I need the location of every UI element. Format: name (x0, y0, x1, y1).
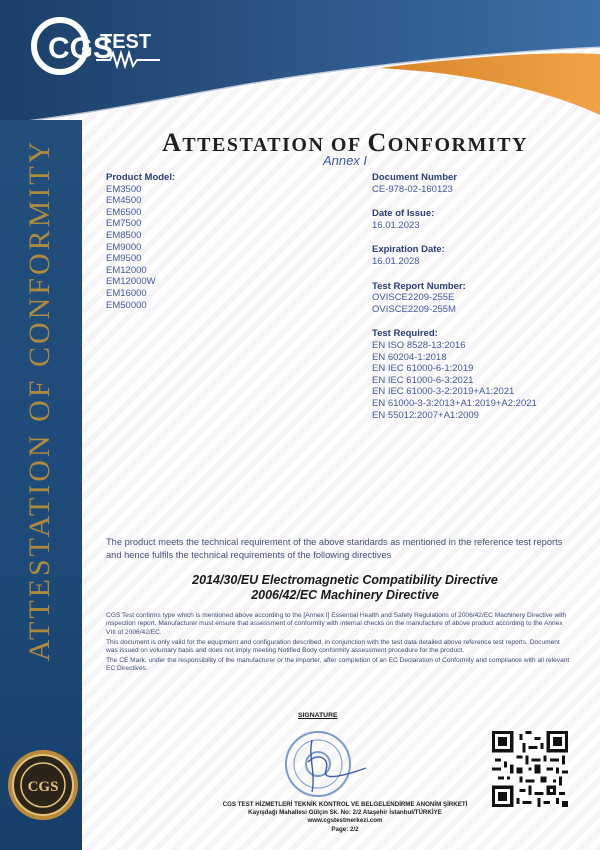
product-model-label: Product Model: (106, 172, 176, 183)
svg-text:CGS: CGS (48, 32, 114, 65)
expiration-date-block (372, 244, 587, 267)
fine-print-paragraph: The CE Mark, under the responsibility of the manufacturer or the importer, after completion of an EC Declaration of Conformity and compliance with all relevant EC Directives. (106, 657, 570, 673)
footer-company: CGS TEST HİZMETLERİ TEKNİK KONTROL VE BELGELENDİRME ANONİM ŞİRKETİ (222, 801, 468, 808)
header-banner (0, 0, 600, 125)
company-stamp-icon (278, 722, 370, 804)
page-number: Page: 2/2 (331, 825, 359, 833)
tests-required-block (372, 328, 587, 421)
test-standard: EN IEC 61000-3-2:2019+A1:2021 (372, 386, 515, 398)
footer-website[interactable]: www.cgstestmerkezi.com (307, 817, 383, 825)
test-report-block (372, 281, 587, 316)
svg-text:TEST: TEST (100, 31, 152, 53)
sidebar-vertical-text: ATTESTATION OF CONFORMITY (23, 138, 56, 662)
model-item: EM12000W (106, 276, 156, 288)
test-report-number: OVISCE2209-255M (372, 303, 456, 315)
issue-date-label: Date of Issue: (372, 208, 435, 220)
document-number-block (372, 172, 587, 195)
directives-list (100, 573, 590, 602)
model-item: EM12000 (106, 264, 147, 276)
directive-item: 2014/30/EU Electromagnetic Compatibility Directive (192, 573, 498, 587)
directive-item: 2006/42/EC Machinery Directive (251, 587, 439, 602)
test-standard: EN 55012:2007+A1:2009 (372, 409, 479, 421)
fine-print (106, 612, 572, 675)
model-item: EM6500 (106, 206, 142, 218)
annex-subtitle: Annex I (322, 153, 368, 168)
document-details (372, 172, 587, 434)
footer (150, 801, 540, 834)
model-item: EM4500 (106, 195, 142, 207)
issue-date-block (372, 208, 587, 231)
document-number: CE-978-02-160123 (372, 183, 453, 195)
document-title: ATTESTATION OF CONFORMITY (162, 128, 528, 157)
test-report-label: Test Report Number: (372, 280, 466, 292)
test-standard: EN 61000-3-3:2013+A1:2019+A2:2021 (372, 397, 537, 409)
signature-label: SIGNATURE (298, 712, 338, 719)
model-item: EM8500 (106, 229, 142, 241)
cgs-seal-icon (6, 748, 80, 822)
model-item: EM16000 (106, 287, 147, 299)
model-item: EM50000 (106, 299, 147, 311)
qr-code-icon (492, 731, 568, 807)
document-number-label: Document Number (372, 172, 457, 183)
model-item: EM9500 (106, 253, 142, 265)
test-standard: EN 60204-1:2018 (372, 351, 447, 363)
expiration-date: 16.01.2028 (372, 255, 420, 267)
expiration-date-label: Expiration Date: (372, 244, 445, 256)
test-report-number: OVISCE2209-255E (372, 292, 455, 304)
test-standard: EN ISO 8528-13:2016 (372, 339, 466, 351)
model-item: EM3500 (106, 183, 142, 195)
tests-required-label: Test Required: (372, 328, 438, 340)
product-model-section (106, 172, 306, 311)
test-standard: EN IEC 61000-6-3:2021 (372, 374, 474, 386)
footer-address: Kayışdağı Mahallesi Gülçin Sk. No: 2/2 Ataşehir İstanbul/TÜRKİYE (248, 809, 442, 817)
test-standard: EN IEC 61000-6-1:2019 (372, 363, 474, 375)
conformity-statement: The product meets the technical requirement of the above standards as mentioned in the reference test reports and hence fulfils the technical requirements of the following directives (106, 537, 563, 560)
svg-text:CGS: CGS (27, 779, 59, 795)
model-item: EM7500 (106, 218, 142, 230)
fine-print-paragraph: CGS Test confirms type which is mentioned above according to the [Annex I] Essential Health and Safety Regulations of 2006/42/EC Machinery Directive with inspection report. Manufacturer must ensure that assessment of conformity with internal checks on the manufacture of above product according to the Annex VIII of 2006/42/EC. (106, 612, 567, 636)
model-item: EM9000 (106, 241, 142, 253)
issue-date: 16.01.2023 (372, 219, 420, 231)
fine-print-paragraph: This document is only valid for the equipment and configuration described, in conjunction with the test data detailed above reference test reports. Document was issued on voluntary basis and does not imply meeting Notified Body conformity assessment procedure for the product. (106, 638, 560, 655)
